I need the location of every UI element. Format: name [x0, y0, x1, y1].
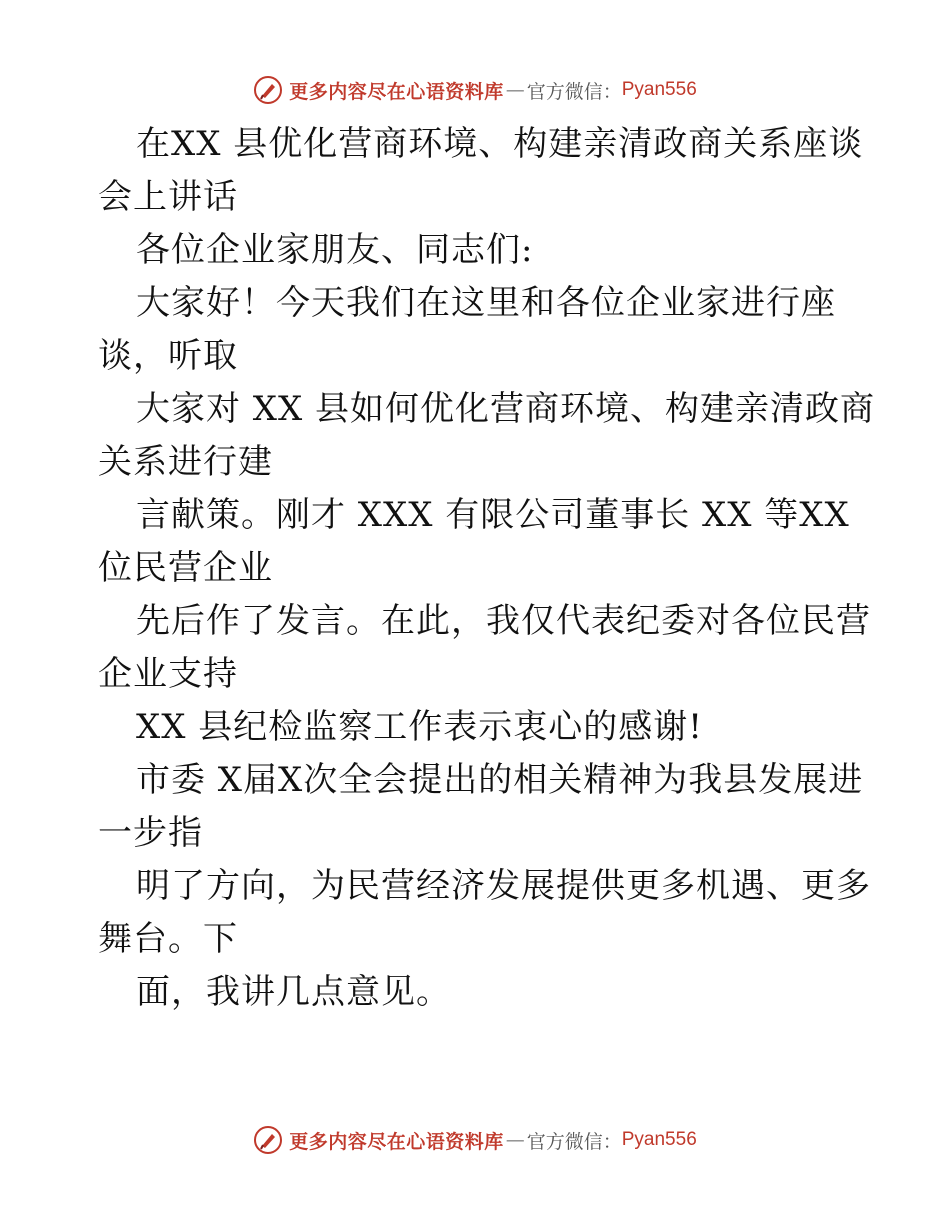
line-text: 在XX 县优化营商环境、构建亲清政商关系座谈	[136, 124, 864, 164]
watermark-dash: —	[505, 79, 525, 101]
document-line	[98, 383, 876, 436]
watermark-wechat-label: 官方微信：	[526, 80, 622, 103]
line-text: 一步指	[98, 813, 203, 853]
line-text: 会上讲话	[98, 177, 238, 217]
line-text: 大家对 XX 县如何优化营商环境、构建亲清政商	[136, 389, 876, 429]
watermark-brand: 更多内容尽在心语资料库	[289, 80, 504, 103]
document-line	[98, 171, 868, 224]
document-line	[98, 913, 868, 966]
line-text: 舞台。下	[98, 919, 238, 959]
watermark-wechat-label: 官方微信：	[526, 1130, 622, 1153]
watermark-wechat-id: Pyan556	[621, 79, 697, 100]
document-line	[98, 860, 871, 913]
document-line	[98, 807, 868, 860]
line-text: 关系进行建	[98, 442, 273, 482]
document-body	[98, 118, 876, 1019]
footer-watermark	[0, 1120, 950, 1160]
document-line	[98, 118, 868, 171]
line-text: 企业支持	[98, 654, 238, 694]
line-text: 面，我讲几点意见。	[136, 972, 451, 1012]
document-line	[98, 595, 871, 648]
line-text: 谈，听取	[98, 336, 238, 376]
line-text: 各位企业家朋友、同志们:	[136, 230, 534, 270]
line-text: 大家好！今天我们在这里和各位企业家进行座	[136, 283, 836, 323]
line-text: 明了方向，为民营经济发展提供更多机遇、更多	[136, 866, 871, 906]
line-text: XX 县纪检监察工作表示衷心的感谢!	[136, 707, 703, 747]
line-text: 位民营企业	[98, 548, 273, 588]
line-text: 市委 X届X次全会提出的相关精神为我县发展进	[136, 760, 864, 800]
document-line	[98, 224, 868, 277]
document-line	[98, 754, 868, 807]
document-line	[98, 701, 868, 754]
document-line	[98, 436, 868, 489]
document-line	[98, 277, 868, 330]
document-line	[98, 966, 868, 1019]
watermark-dash: —	[505, 1129, 525, 1151]
document-line	[98, 542, 868, 595]
quill-logo-icon	[253, 1125, 283, 1155]
line-text: 先后作了发言。在此，我仅代表纪委对各位民营	[136, 601, 871, 641]
line-text: 言献策。刚才 XXX 有限公司董事长 XX 等XX	[136, 495, 850, 535]
watermark-wechat-id: Pyan556	[621, 1129, 697, 1150]
document-line	[98, 489, 868, 542]
quill-logo-icon	[253, 75, 283, 105]
document-line	[98, 648, 868, 701]
document-line	[98, 330, 868, 383]
watermark-brand: 更多内容尽在心语资料库	[289, 1130, 504, 1153]
header-watermark	[0, 70, 950, 110]
